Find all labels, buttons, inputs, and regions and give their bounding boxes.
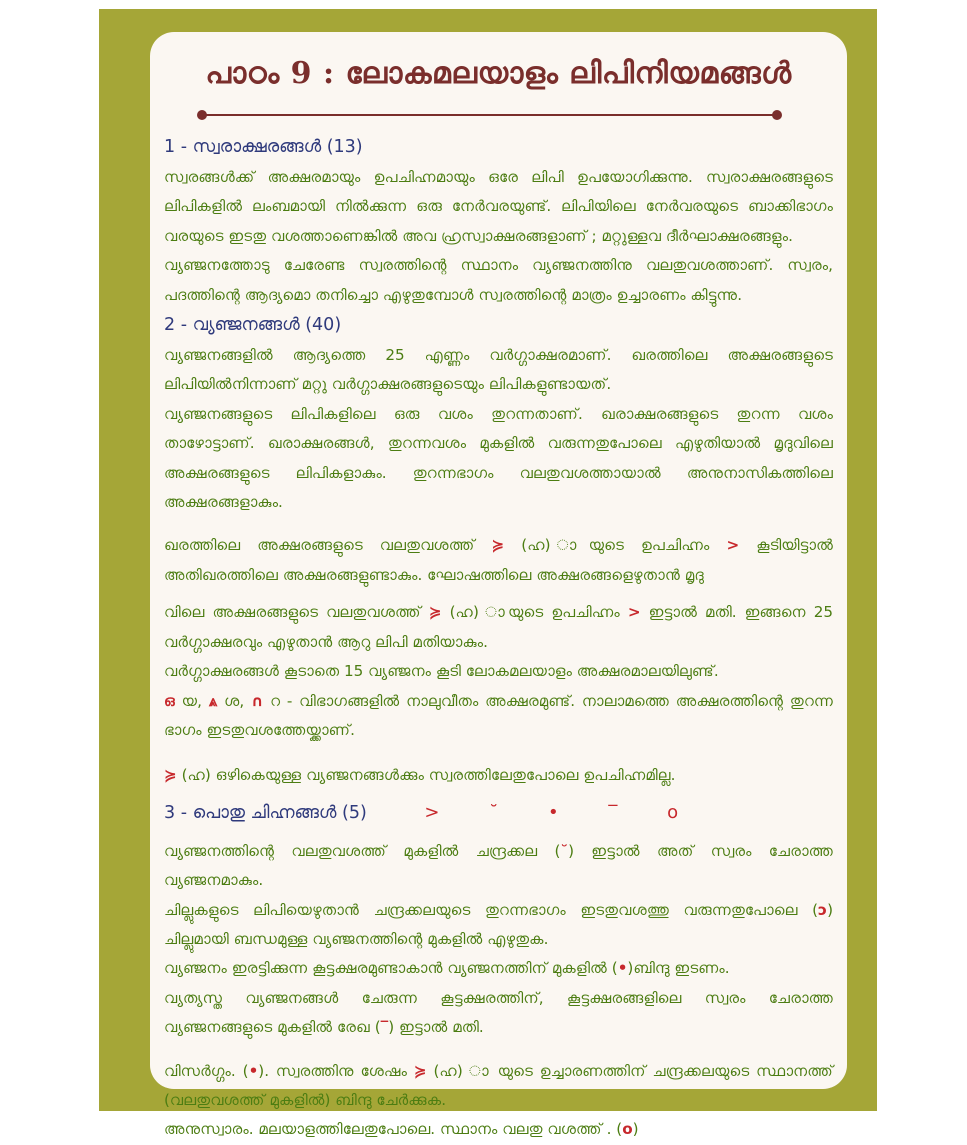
section-2-heading: 2 - വ്യഞ്ജനങ്ങൾ (40): [164, 315, 342, 336]
ha-sign-icon: ≽: [413, 1061, 427, 1080]
ya-shape-icon: ഒ: [164, 691, 175, 710]
sha-shape-icon: ⩓: [208, 691, 218, 710]
section-2-para-2: വ്യഞ്ജനങ്ങളുടെ ലിപികളിലെ ഒരു വശം തുറന്നതാണ്. ഖരാക്ഷരങ്ങളുടെ തുറന്ന വശം താഴോട്ടാണ്. ഖരാക്ഷരങ്ങൾ, തുറന്നവശം മുകളിൽ വരുന്നതുപോലെ എഴുതിയാൽ മൃദുവിലെ അക്ഷരങ്ങളുടെ ലിപികളാകും. തുറന്നഭാഗം വലതുവശത്തായാൽ അനുനാസികത്തിലെ അക്ഷരങ്ങളാകും.: [164, 404, 833, 512]
sign-chandrakkala-icon: ˘: [489, 801, 499, 823]
section-1-para-2: വ്യഞ്ജനത്തോടു ചേരേണ്ട സ്വരത്തിന്റെ സ്ഥാനം വ്യഞ്ജനത്തിനു വലതുവശത്താണ്. സ്വരം, പദത്തിന്റെ ആദ്യമൊ തനിച്ചൊ എഴുതുമ്പോൾ സ്വരത്തിന്റെ മാത്രം ഉച്ചാരണം കിട്ടുന്നു.: [164, 256, 833, 304]
ha-sign-icon: ≽: [428, 603, 442, 622]
section-2-para-5: വർഗ്ഗാക്ഷരങ്ങൾ കൂടാതെ 15 വ്യഞ്ജനം കൂടി ലോകമലയാളം അക്ഷരമാലയിലുണ്ട്.: [164, 662, 719, 681]
section-1-para-1: സ്വരങ്ങൾക്ക് അക്ഷരമായും ഉപചിഹ്നമായും ഒരേ ലിപി ഉപയോഗിക്കുന്നു. സ്വരാക്ഷരങ്ങളുടെ ലിപികളിൽ ലംബമായി നിൽക്കുന്ന ഒരു നേർവരയുണ്ട്. ലിപിയിലെ നേർവരയുടെ ബാക്കിഭാഗം വരയുടെ ഇടതു വശത്താണെങ്കിൽ അവ ഹ്രസ്വാക്ഷരങ്ങളാണ് ; മറ്റുള്ളവ ദീർഘാക്ഷരങ്ങളും.: [164, 168, 833, 245]
page-border: [99, 9, 877, 1139]
ha-sign-icon: ≽: [164, 766, 177, 785]
sign-gt-icon: >: [424, 801, 440, 823]
section-3-para-2: ചില്ലുകളുടെ ലിപിയെഴുതാൻ ചന്ദ്രക്കലയുടെ തുറന്നഭാഗം ഇടതുവശത്തു വരുന്നതുപോലെ (ɔ) ചില്ലുമായി ബന്ധമുള്ള വ്യഞ്ജനത്തിന്റെ മുകളിൽ എഴുതുക.: [164, 900, 833, 948]
common-signs: [372, 797, 678, 828]
ha-sign-icon: ≽: [491, 536, 505, 555]
lesson-content: [164, 132, 833, 1145]
lesson-card: [150, 32, 847, 1139]
ra-shape-icon: ∩: [251, 691, 264, 710]
sign-bar-icon: ‾: [608, 801, 618, 823]
page-title: പാഠം 9 : ലോകമലയാളം ലിപിനിയമങ്ങൾ: [205, 56, 792, 91]
gt-sign-icon: >: [627, 603, 641, 622]
section-2-para-3: ഖരത്തിലെ അക്ഷരങ്ങളുടെ വലതുവശത്ത് ≽ (ഹ) ായുടെ ഉപചിഹ്നം > കൂടിയിട്ടാൽ അതിഖരത്തിലെ അക്ഷരങ്ങളുണ്ടാകും. ഘോഷത്തിലെ അക്ഷരങ്ങളെഴുതാൻ മൃദു: [164, 536, 833, 584]
section-3-para-5: വിസർഗ്ഗം. (•). സ്വരത്തിനു ശേഷം ≽ (ഹ) ാ യുടെ ഉച്ചാരണത്തിന് ചന്ദ്രക്കലയുടെ സ്ഥാനത്ത് (വലതുവശത്ത് മുകളിൽ) ബിന്ദു ചേർക്കുക.: [164, 1061, 833, 1109]
section-3-para-1: വ്യഞ്ജനത്തിന്റെ വലതുവശത്ത് മുകളിൽ ചന്ദ്രക്കല (˘) ഇട്ടാൽ അത് സ്വരം ചേരാത്ത വ്യഞ്ജനമാകും.: [164, 841, 834, 890]
section-2-para-7: ≽ (ഹ) ഒഴികെയുള്ള വ്യഞ്ജനങ്ങൾക്കും സ്വരത്തിലേതുപോലെ ഉപചിഹ്നമില്ല.: [164, 766, 676, 785]
section-2-para-6: ഒ യ, ⩓ ശ, ∩ റ - വിഭാഗങ്ങളിൽ നാലുവീതം അക്ഷരമുണ്ട്. നാലാമത്തെ അക്ഷരത്തിന്റെ തുറന്ന ഭാഗം ഇടതുവശത്തേയ്ക്കാണ്.: [164, 691, 834, 739]
section-2-para-4: വിലെ അക്ഷരങ്ങളുടെ വലതുവശത്ത് ≽ (ഹ) ായുടെ ഉപചിഹ്നം > ഇട്ടാൽ മതി. ഇങ്ങനെ 25 വർഗ്ഗാക്ഷരവും എഴുതാൻ ആറു ലിപി മതിയാകും.: [164, 603, 834, 651]
sign-dot-icon: •: [547, 801, 559, 823]
section-3-heading: 3 - പൊതു ചിഹ്നങ്ങൾ (5) > ˘ • ‾ o: [164, 797, 833, 829]
section-3-para-4: വ്യത്യസ്ത വ്യഞ്ജനങ്ങൾ ചേരുന്ന കൂട്ടക്ഷരത്തിന്, കൂട്ടക്ഷരങ്ങളിലെ സ്വരം ചേരാത്ത വ്യഞ്ജനങ്ങളുടെ മുകളിൽ രേഖ (‾) ഇട്ടാൽ മതി.: [164, 988, 833, 1037]
section-2-para-1: വ്യഞ്ജനങ്ങളിൽ ആദ്യത്തെ 25 എണ്ണം വർഗ്ഗാക്ഷരമാണ്. ഖരത്തിലെ അക്ഷരങ്ങളുടെ ലിപിയിൽനിന്നാണ് മറ്റു വർഗ്ഗാക്ഷരങ്ങളുടെയും ലിപികളുണ്ടായത്.: [164, 346, 833, 394]
section-3-para-6: അനുസ്വാരം. മലയാളത്തിലേതുപോലെ. സ്ഥാനം വലതു വശത്ത് . (o): [164, 1120, 639, 1139]
section-3-para-3: വ്യഞ്ജനം ഇരട്ടിക്കുന്ന കൂട്ടക്ഷരമുണ്ടാകാൻ വ്യഞ്ജനത്തിന് മുകളിൽ (•)ബിന്ദു ഇടണം.: [164, 959, 730, 978]
title-divider: [202, 114, 777, 116]
gt-sign-icon: >: [726, 536, 740, 555]
section-1-heading: 1 - സ്വരാക്ഷരങ്ങൾ (13): [164, 137, 363, 157]
sign-anusvara-icon: o: [667, 801, 679, 823]
